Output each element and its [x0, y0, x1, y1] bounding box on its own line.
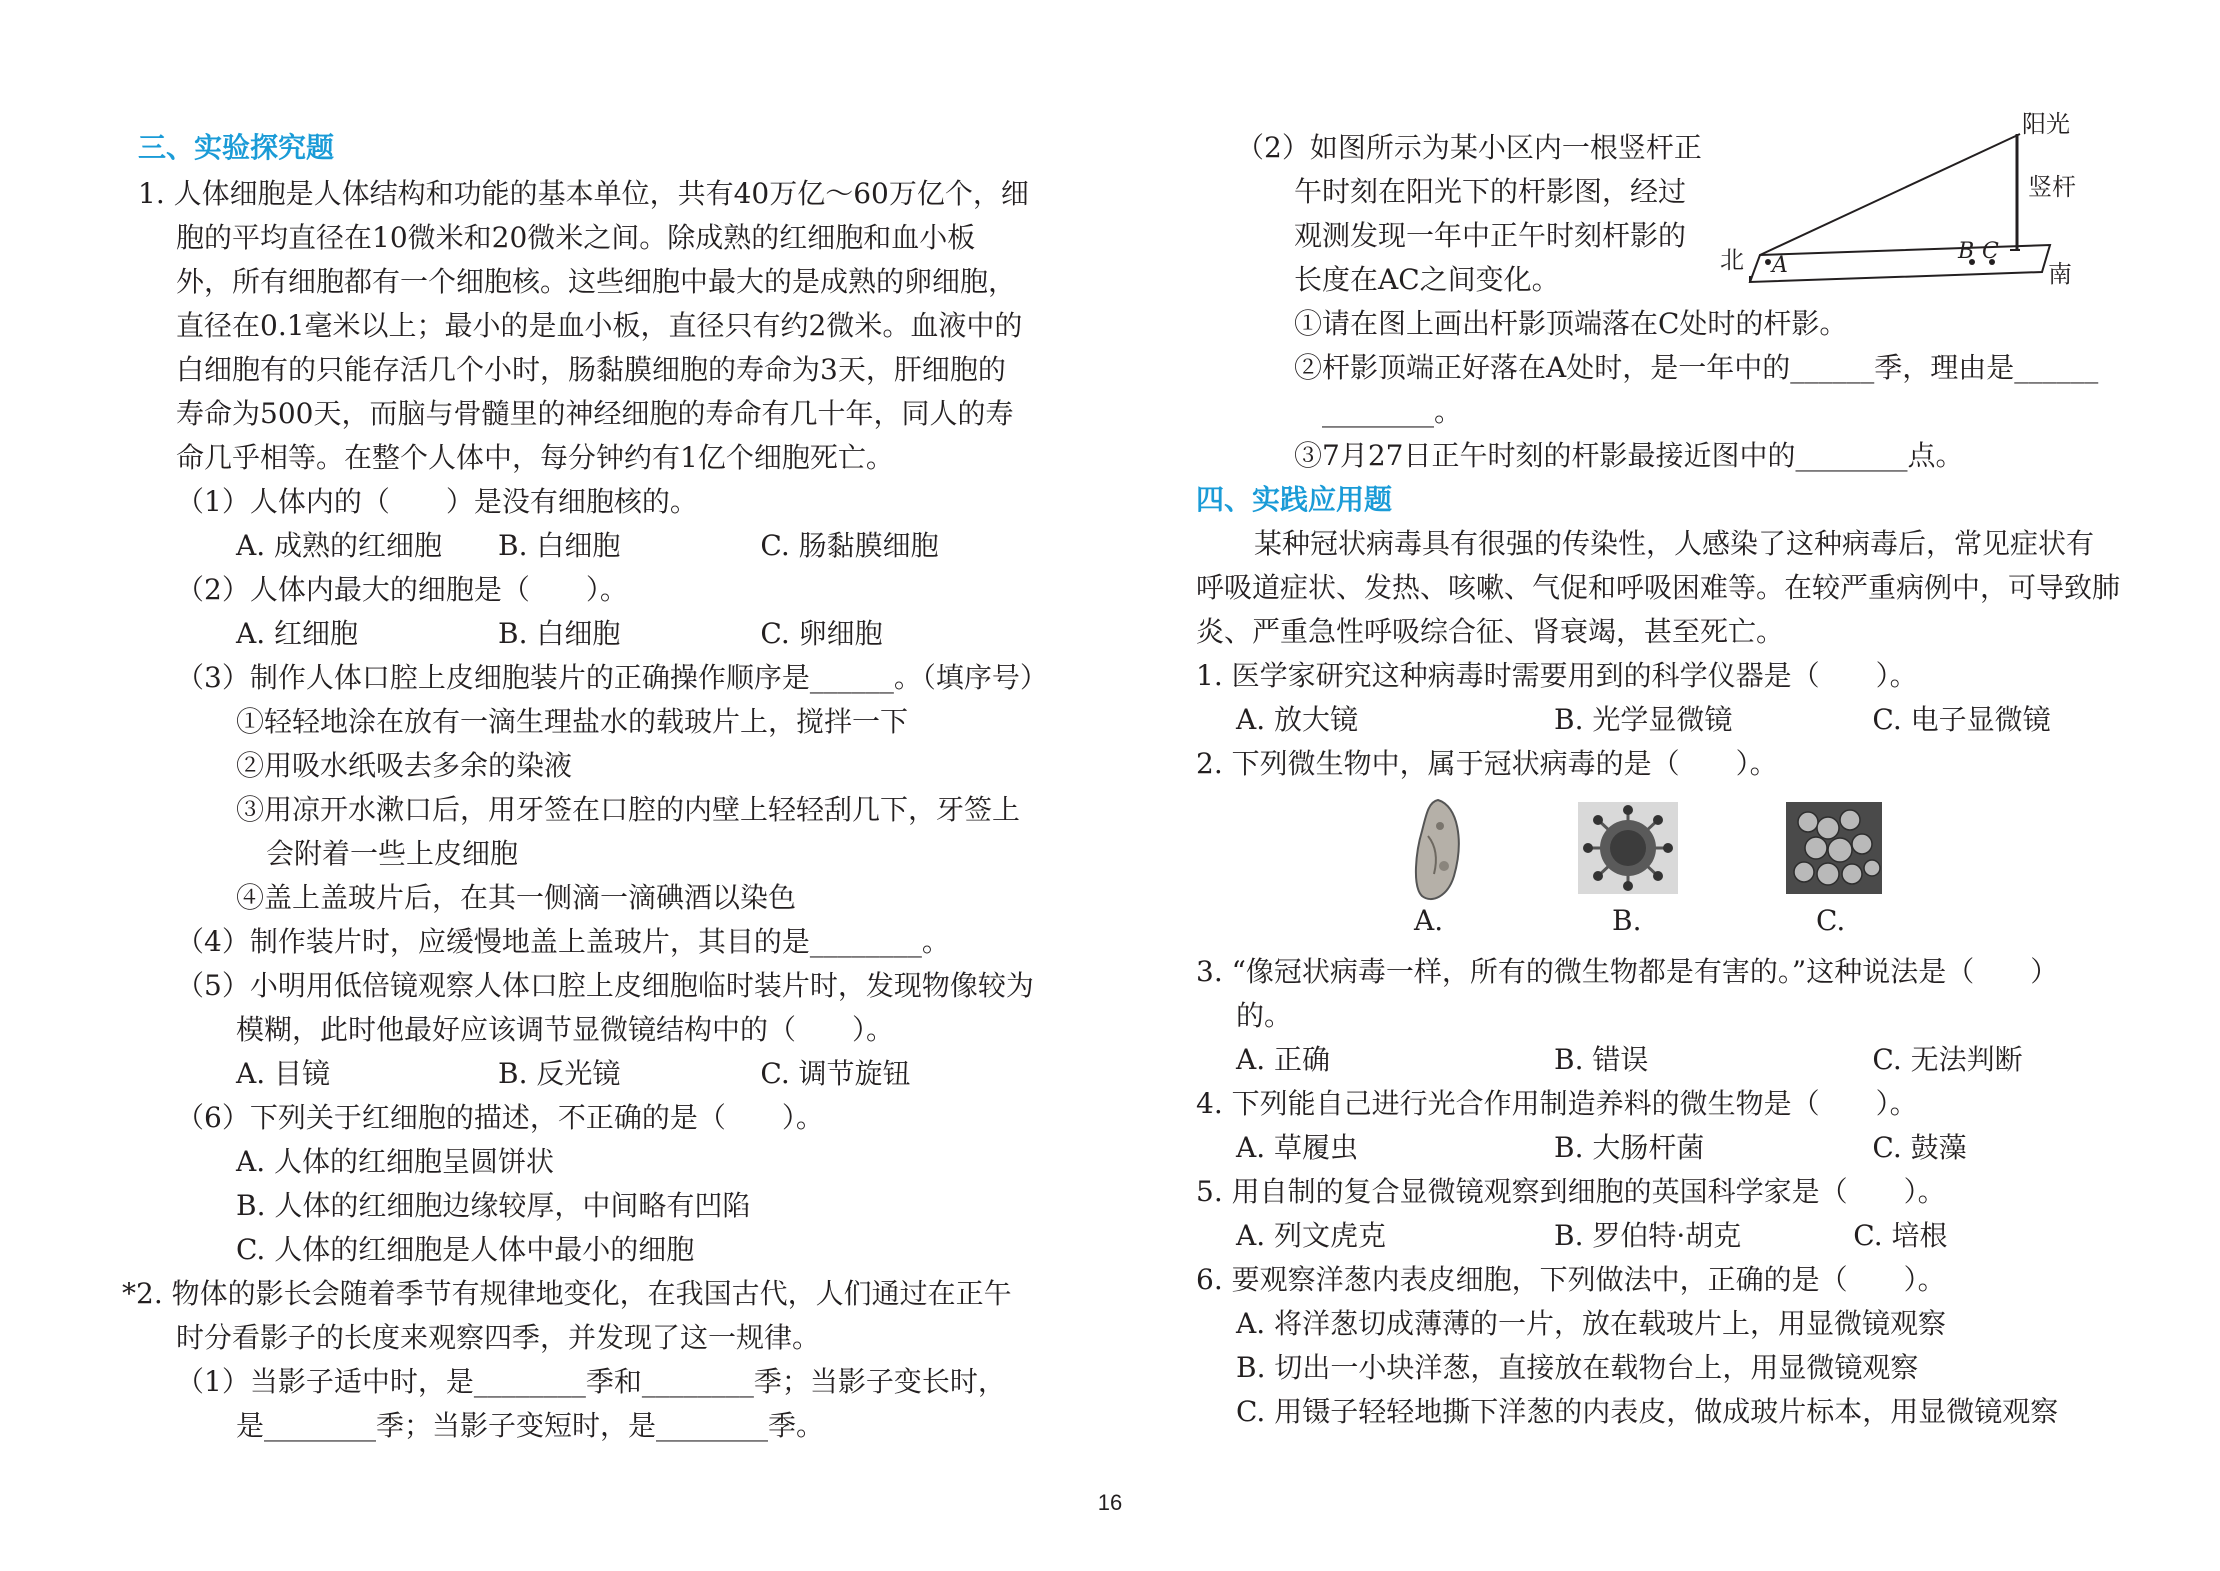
q1-text-line-1: 1. 人体细胞是人体结构和功能的基本单位，共有40万亿～60万亿个，细 [138, 177, 1029, 210]
q2-text-line-2: 时分看影子的长度来观察四季，并发现了这一规律。 [176, 1321, 821, 1354]
q1-sub6-option-b: B. 人体的红细胞边缘较厚，中间略有凹陷 [236, 1189, 751, 1222]
page-number: 16 [1097, 1490, 1123, 1515]
p2-question: 2. 下列微生物中，属于冠状病毒的是（ ）。 [1196, 747, 1778, 780]
q1-sub3: （3）制作人体口腔上皮细胞装片的正确操作顺序是______。（填序号） [176, 661, 1048, 694]
image-a-caption: A. [1414, 904, 1444, 937]
q2-sub2-task2-cont: ________。 [1322, 395, 1463, 428]
q1-text-line-7: 命几乎相等。在整个人体中，每分钟约有1亿个细胞死亡。 [176, 441, 894, 474]
p3-options: A. 正确 B. 错误 C. 无法判断 [1236, 1043, 2023, 1076]
q1-sub3-step1: ①轻轻地涂在放有一滴生理盐水的载玻片上，搅拌一下 [236, 705, 909, 738]
q1-sub2: （2）人体内最大的细胞是（ ）。 [176, 573, 628, 606]
p6-question: 6. 要观察洋葱内表皮细胞，下列做法中，正确的是（ ）。 [1196, 1263, 1946, 1296]
intro-line-2: 呼吸道症状、发热、咳嗽、气促和呼吸困难等。在较严重病例中，可导致肺 [1196, 571, 2121, 604]
q1-sub6: （6）下列关于红细胞的描述，不正确的是（ ）。 [176, 1101, 824, 1134]
q2-sub2-line-1: （2）如图所示为某小区内一根竖杆正 [1236, 131, 1702, 164]
q1-sub5-options: A. 目镜 B. 反光镜 C. 调节旋钮 [236, 1057, 911, 1090]
intro-line-3: 炎、严重急性呼吸综合征、肾衰竭，甚至死亡。 [1196, 615, 1785, 648]
p3-question-cont: 的。 [1236, 999, 1293, 1032]
p3-question: 3. “像冠状病毒一样，所有的微生物都是有害的。”这种说法是（ ） [1196, 955, 2059, 988]
q1-sub4: （4）制作装片时，应缓慢地盖上盖玻片，其目的是________。 [176, 925, 950, 958]
q2-sub2-task3: ③7月27日正午时刻的杆影最接近图中的________点。 [1294, 439, 1964, 472]
p6-option-b: B. 切出一小块洋葱，直接放在载物台上，用显微镜观察 [1236, 1351, 1919, 1384]
q1-sub5-cont: 模糊，此时他最好应该调节显微镜结构中的（ ）。 [236, 1013, 895, 1046]
q2-sub2-task2: ②杆影顶端正好落在A处时，是一年中的______季，理由是______ [1294, 351, 2099, 384]
q1-sub1: （1）人体内的（ ）是没有细胞核的。 [176, 485, 698, 518]
pole-shadow-diagram [1720, 110, 2076, 290]
image-c-caption: C. [1816, 904, 1846, 937]
coronavirus-image [1578, 802, 1678, 894]
q2-sub2-task1: ①请在图上画出杆影顶端落在C处时的杆影。 [1294, 307, 1848, 340]
south-label: 南 [2048, 260, 2072, 288]
q2-sub1: （1）当影子适中时，是________季和________季；当影子变长时， [176, 1365, 1006, 1398]
p1-question: 1. 医学家研究这种病毒时需要用到的科学仪器是（ ）。 [1196, 659, 1918, 692]
p6-option-a: A. 将洋葱切成薄薄的一片，放在载玻片上，用显微镜观察 [1236, 1307, 1947, 1340]
q1-sub5: （5）小明用低倍镜观察人体口腔上皮细胞临时装片时，发现物像较为 [176, 969, 1034, 1002]
q1-sub3-step4: ④盖上盖玻片后，在其一侧滴一滴碘酒以染色 [236, 881, 797, 914]
q1-text-line-3: 外，所有细胞都有一个细胞核。这些细胞中最大的是成熟的卵细胞， [176, 265, 1017, 298]
q1-text-line-6: 寿命为500天，而脑与骨髓里的神经细胞的寿命有几十年，同人的寿 [176, 397, 1014, 430]
q1-sub3-step3: ③用凉开水漱口后，用牙签在口腔的内壁上轻轻刮几下，牙签上 [236, 793, 1021, 826]
p5-options: A. 列文虎克 B. 罗伯特·胡克 C. 培根 [1236, 1219, 1948, 1252]
q2-sub1-cont: 是________季；当影子变短时，是________季。 [236, 1409, 825, 1442]
q1-sub3-step2: ②用吸水纸吸去多余的染液 [236, 749, 573, 782]
section-4-title: 四、实践应用题 [1196, 483, 1393, 516]
section-3-title: 三、实验探究题 [138, 131, 335, 164]
q1-text-line-2: 胞的平均直径在10微米和20微米之间。除成熟的红细胞和血小板 [176, 221, 976, 254]
p4-question: 4. 下列能自己进行光合作用制造养料的微生物是（ ）。 [1196, 1087, 1918, 1120]
p5-question: 5. 用自制的复合显微镜观察到细胞的英国科学家是（ ）。 [1196, 1175, 1946, 1208]
point-b-label: B [1958, 239, 1975, 264]
sun-label: 阳光 [2022, 110, 2070, 138]
q2-sub2-line-4: 长度在AC之间变化。 [1294, 263, 1560, 296]
p4-options: A. 草履虫 B. 大肠杆菌 C. 鼓藻 [1236, 1131, 1967, 1164]
point-c-label: C [1982, 239, 1999, 264]
p6-option-c: C. 用镊子轻轻地撕下洋葱的内表皮，做成玻片标本，用显微镜观察 [1236, 1395, 2059, 1428]
point-a-label: A [1772, 253, 1788, 278]
north-label: 北 [1720, 246, 1744, 274]
q1-text-line-4: 直径在0.1毫米以上；最小的是血小板，直径只有约2微米。血液中的 [176, 309, 1023, 342]
image-b-caption: B. [1612, 904, 1642, 937]
q1-text-line-5: 白细胞有的只能存活几个小时，肠黏膜细胞的寿命为3天，肝细胞的 [176, 353, 1006, 386]
q2-sub2-line-3: 观测发现一年中正午时刻杆影的 [1294, 219, 1687, 252]
q2-sub2-line-2: 午时刻在阳光下的杆影图，经过 [1294, 175, 1687, 208]
q1-sub6-option-a: A. 人体的红细胞呈圆饼状 [236, 1145, 555, 1178]
q1-sub2-options: A. 红细胞 B. 白细胞 C. 卵细胞 [236, 617, 883, 650]
pole-label: 竖杆 [2028, 173, 2076, 201]
intro-line-1: 某种冠状病毒具有很强的传染性，人感染了这种病毒后，常见症状有 [1254, 527, 2095, 560]
q1-sub3-step3-cont: 会附着一些上皮细胞 [266, 837, 519, 870]
p1-options: A. 放大镜 B. 光学显微镜 C. 电子显微镜 [1236, 703, 2051, 736]
bacteria-image [1786, 802, 1882, 894]
q1-sub6-option-c: C. 人体的红细胞是人体中最小的细胞 [236, 1233, 695, 1266]
q2-text-line-1: *2. 物体的影长会随着季节有规律地变化，在我国古代，人们通过在正午 [122, 1277, 1012, 1310]
paramecium-image [1408, 796, 1468, 906]
q1-sub1-options: A. 成熟的红细胞 B. 白细胞 C. 肠黏膜细胞 [236, 529, 939, 562]
